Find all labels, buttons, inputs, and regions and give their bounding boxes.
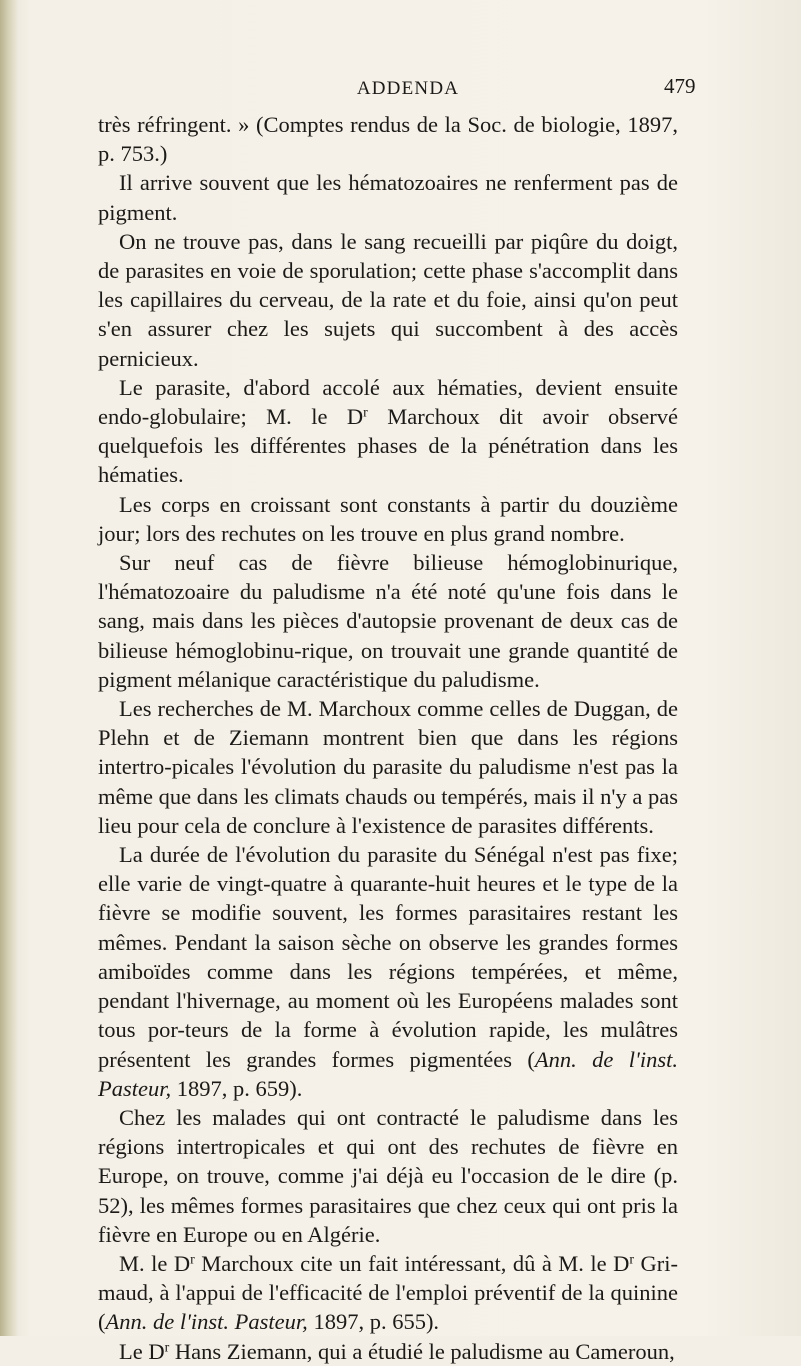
paragraph — [98, 1249, 678, 1337]
paragraph-text: M. le D — [119, 1250, 191, 1276]
paragraph-text: Les corps en croissant sont constants à partir du douzième jour; lors des rechutes on les trouve en plus grand nombre. — [98, 491, 678, 546]
paragraph — [98, 168, 678, 226]
paragraph-text: Il arrive souvent que les hématozoaires ne renferment pas de pigment. — [98, 170, 678, 225]
paragraph — [98, 840, 678, 1103]
paragraph-text: On ne trouve pas, dans le sang recueilli par piqûre du doigt, de parasites en voie de sporulation; cette phase s'accomplit dans les capillaires du cerveau, de la rate et du foie, ainsi qu'on peut s'en assurer chez les sujets qui succombent à des accès pernicieux. — [98, 228, 678, 371]
citation: Ann. de l'inst. Pasteur, — [98, 1046, 678, 1101]
paragraph — [98, 490, 678, 548]
paragraph-text: 1897, p. 659). — [171, 1075, 303, 1101]
superscript: r — [190, 1252, 195, 1268]
page-number: 479 — [664, 74, 696, 98]
paragraph-text: Marchoux cite un fait intéressant, dû à M. le D — [194, 1250, 630, 1276]
paragraph — [98, 694, 678, 840]
superscript: r — [164, 1339, 170, 1355]
paragraph — [98, 548, 678, 694]
running-title: ADDENDA — [356, 78, 460, 99]
paragraph-text: Chez les malades qui ont contracté le paludisme dans les régions intertropicales et qui ont des rechutes de fièvre en Europe, on trouve, comme j'ai déjà eu l'occasion de le dire (p. 52), les mêmes formes parasitaires que chez ceux qui ont pris la fièvre en Europe ou en Algérie. — [98, 1104, 678, 1247]
paragraph-text: Les recherches de M. Marchoux comme celles de Duggan, de Plehn et de Ziemann montrent bien que dans les régions intertro-picales l'évolution du parasite du paludisme n'est pas la même que dans les climats chauds ou tempérés, mais il n'y a pas lieu pour cela de conclure à l'existence de parasites différents. — [98, 696, 678, 838]
paragraph-text: Gri-maud, à l'appui de l'efficacité de l'emploi préventif de la quinine ( — [98, 1250, 678, 1335]
paragraph-text: Hans Ziemann, qui a étudié le paludisme au Cameroun, — [169, 1338, 675, 1364]
paragraph-text: Sur neuf cas de fièvre bilieuse hémoglobinurique, l'hématozoaire du paludisme n'a été noté qu'une fois dans le sang, mais dans les pièces d'autopsie provenant de deux cas de bilieuse hémoglobinu-rique, on trouvait une grande quantité de pigment mélanique caractéristique du paludisme. — [98, 550, 678, 692]
paragraph-text: Le D — [119, 1338, 165, 1364]
citation: Ann. de l'inst. Pasteur, — [105, 1309, 308, 1335]
paragraph — [98, 110, 678, 168]
paragraph-text: très réfringent. » (Comptes rendus de la Soc. de biologie, 1897, p. 753.) — [98, 112, 678, 167]
page-header — [0, 74, 801, 104]
paragraph-text: Marchoux dit avoir observé quelquefois les différentes phases de la pénétration dans les hématies. — [98, 404, 678, 488]
paragraph-text: 1897, p. 655). — [307, 1309, 440, 1335]
superscript: r — [363, 405, 368, 421]
paragraph — [98, 1337, 678, 1366]
paragraph — [98, 373, 678, 490]
body-text — [98, 110, 678, 1366]
paragraph-text: Le parasite, d'abord accolé aux hématies, devient ensuite endo-globulaire; M. le D — [98, 374, 678, 430]
superscript: r — [629, 1252, 635, 1268]
paragraph-text: La durée de l'évolution du parasite du Sénégal n'est pas fixe; elle varie de vingt-quatre à quarante-huit heures et le type de la fièvre se modifie souvent, les formes parasitaires restant les mêmes. Pendant la saison sèche on observe les grandes formes amiboïdes comme dans les régions tempérées, et même, pendant l'hivernage, au moment où les Européens malades sont tous por-teurs de la forme à évolution rapide, les mulâtres présentent les grandes formes pigmentées ( — [98, 842, 678, 1072]
paragraph — [98, 1103, 678, 1249]
binding-gutter — [0, 0, 18, 1336]
paragraph — [98, 227, 678, 373]
